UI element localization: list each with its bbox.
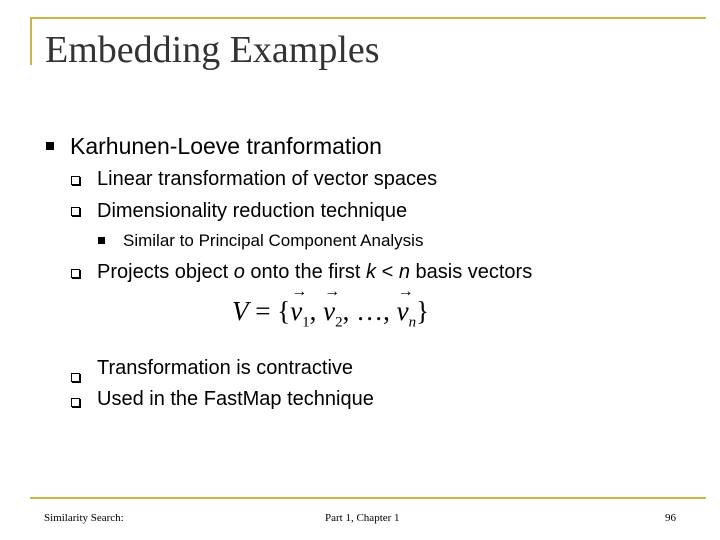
sub-bullet-linear-transformation: Linear transformation of vector spaces: [97, 168, 438, 190]
bullet-karhunen-loeve: Karhunen-Loeve tranformation: [70, 133, 382, 159]
subsub-bullet-pca: Similar to Principal Component Analysis: [123, 231, 424, 250]
bullet-square-icon: [98, 237, 105, 244]
sub-bullet-dimensionality-reduction: Dimensionality reduction technique: [97, 200, 408, 222]
frame-left-rule: [30, 17, 32, 65]
slide-title: Embedding Examples: [45, 29, 380, 71]
sub-bullet-icon: [71, 398, 80, 407]
bullet-square-icon: [46, 142, 54, 150]
frame-top-rule: [30, 17, 706, 19]
equation-basis-vectors: V = { → $v_1$, → $v_2$, …, → $v_n$}: [232, 283, 430, 331]
sub-bullet-icon: [71, 207, 80, 216]
footer-center: Part 1, Chapter 1: [325, 512, 400, 524]
sub-bullet-projects: Projects object o onto the first k < n basis vectors: [97, 261, 533, 283]
sub-bullet-contractive: Transformation is contractive: [97, 357, 354, 379]
sub-bullet-icon: [71, 176, 80, 185]
frame-bottom-rule: [30, 497, 706, 499]
sub-bullet-icon: [71, 373, 80, 382]
sub-bullet-icon: [71, 269, 80, 278]
sub-bullet-fastmap: Used in the FastMap technique: [97, 388, 374, 410]
page-number: 96: [665, 512, 676, 524]
footer-left: Similarity Search:: [44, 512, 124, 524]
